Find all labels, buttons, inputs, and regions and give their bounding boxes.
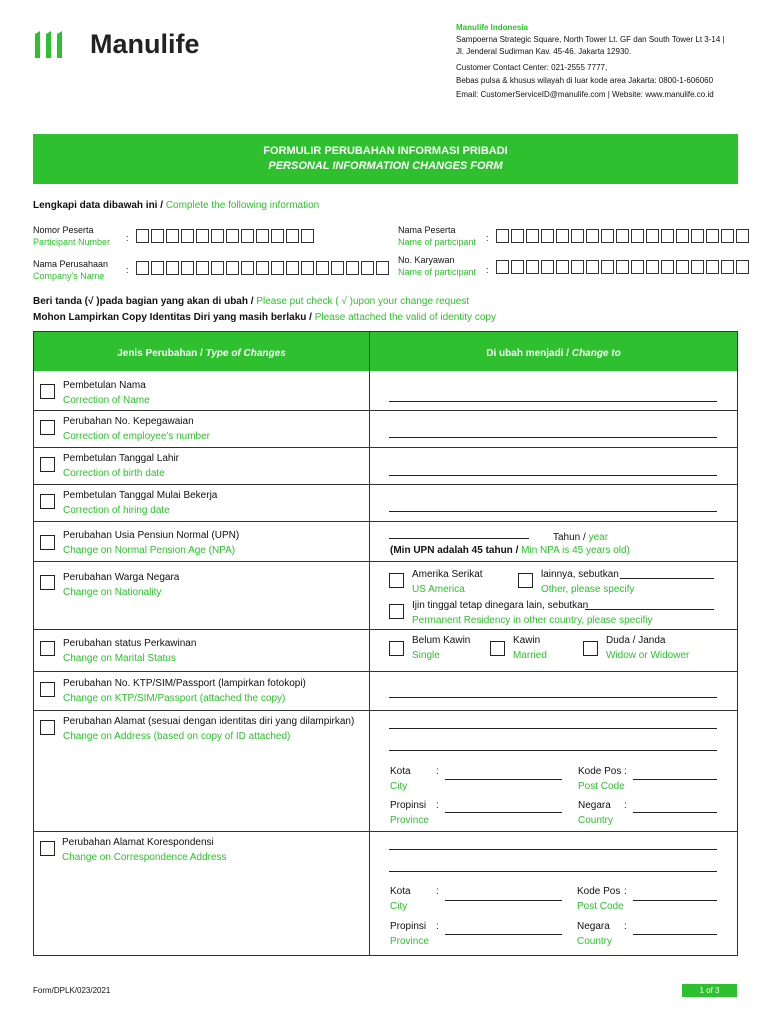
- instruction: [33, 199, 319, 212]
- checkbox-nationality[interactable]: [40, 575, 55, 590]
- row-separator: [33, 484, 738, 485]
- row-label: Perubahan Alamat Korespondensi Change on Correspondence Address: [62, 837, 227, 863]
- single-label: Belum Kawin Single: [412, 635, 471, 661]
- header-type-of-changes: Jenis Perubahan / Type of Changes: [117, 348, 286, 359]
- checkbox-married[interactable]: [490, 641, 505, 656]
- other-nationality-input-line[interactable]: [620, 578, 714, 579]
- colon: :: [486, 265, 489, 275]
- checkbox-other-nationality[interactable]: [518, 573, 533, 588]
- column-divider: [369, 331, 370, 956]
- colon: :: [436, 800, 439, 811]
- form-code: Form/DPLK/023/2021: [33, 986, 111, 995]
- country-label: Negara Country: [578, 800, 614, 826]
- post-code-input-line[interactable]: [633, 900, 717, 901]
- title-id: FORMULIR PERUBAHAN INFORMASI PRIBADI: [263, 145, 508, 157]
- employee-number-label: No. Karyawan Name of participant: [398, 255, 477, 277]
- colon: :: [126, 233, 129, 243]
- city-input-line[interactable]: [445, 900, 562, 901]
- checkbox-widow[interactable]: [583, 641, 598, 656]
- post-code-label: Kode Pos Post Code: [577, 886, 624, 912]
- checkbox-pension-age[interactable]: [40, 535, 55, 550]
- checkbox-permanent-residency[interactable]: [389, 604, 404, 619]
- hiring-date-input-line[interactable]: [389, 511, 717, 512]
- ktp-input-line[interactable]: [389, 697, 717, 698]
- upn-note: (Min UPN adalah 45 tahun / Min NPA is 45 years old): [390, 545, 630, 556]
- correspondence-address-line-1[interactable]: [389, 849, 717, 850]
- country-label: Negara Country: [577, 921, 613, 947]
- row-label: Perubahan Usia Pensiun Normal (UPN) Change on Normal Pension Age (NPA): [63, 530, 240, 556]
- brand-name: Manulife: [90, 29, 200, 59]
- employee-number-cells[interactable]: [496, 260, 751, 274]
- instruction-en: Complete the following information: [165, 200, 320, 211]
- checkbox-hiring-date[interactable]: [40, 494, 55, 509]
- row-separator: [33, 831, 738, 832]
- instruction-id: Lengkapi data dibawah ini /: [33, 200, 166, 211]
- row-separator: [33, 710, 738, 711]
- row-label: Perubahan status Perkawinan Change on Marital Status: [63, 638, 197, 664]
- participant-number-label: Nomor Peserta Participant Number: [33, 225, 111, 247]
- checkbox-us-america[interactable]: [389, 573, 404, 588]
- city-input-line[interactable]: [445, 779, 562, 780]
- toll-free: Bebas pulsa & khusus wilayah di luar kode area Jakarta: 0800-1-606060: [456, 76, 714, 85]
- row-label: Pembetulan Tanggal Mulai Bekerja Correction of hiring date: [63, 490, 218, 516]
- title-en: PERSONAL INFORMATION CHANGES FORM: [268, 160, 503, 172]
- city-label: Kota City: [390, 766, 411, 792]
- checkbox-employee-number[interactable]: [40, 420, 55, 435]
- company-address-2: Jl. Jenderal Sudirman Kav. 45-46. Jakarta 12930.: [456, 47, 632, 56]
- employee-number-input-line[interactable]: [389, 437, 717, 438]
- country-input-line[interactable]: [633, 934, 717, 935]
- country-input-line[interactable]: [633, 812, 717, 813]
- colon: :: [126, 265, 129, 275]
- company-info: [456, 22, 725, 102]
- colon: :: [436, 766, 439, 777]
- colon: :: [486, 233, 489, 243]
- address-line-1[interactable]: [389, 728, 717, 729]
- correspondence-address-line-2[interactable]: [389, 871, 717, 872]
- manulife-logo-icon: [33, 28, 65, 60]
- row-label: Perubahan No. KTP/SIM/Passport (lampirkan fotokopi) Change on KTP/SIM/Passport (attached the copy): [63, 678, 306, 704]
- customer-center: Customer Contact Center: 021-2555 7777,: [456, 63, 608, 72]
- row-label: Perubahan Warga Negara Change on Nationality: [63, 572, 180, 598]
- checkbox-single[interactable]: [389, 641, 404, 656]
- province-label: Propinsi Province: [390, 921, 429, 947]
- post-code-input-line[interactable]: [633, 779, 717, 780]
- header-change-to: Di ubah menjadi / Change to: [486, 348, 621, 359]
- birth-date-input-line[interactable]: [389, 475, 717, 476]
- row-separator: [33, 447, 738, 448]
- checkbox-correspondence-address[interactable]: [40, 841, 55, 856]
- manulife-logo: [33, 28, 65, 65]
- row-label: Perubahan Alamat (sesuai dengan identitas diri yang dilampirkan) Change on Address (based on copy of ID attached): [63, 716, 355, 742]
- row-separator: [33, 629, 738, 630]
- contact-email: Email: CustomerServiceID@manulife.com | Website: www.manulife.co.id: [456, 90, 714, 99]
- page-number-badge: 1 of 3: [682, 984, 737, 997]
- attach-note: Mohon Lampirkan Copy Identitas Diri yang masih berlaku / Please attached the valid of identity copy: [33, 312, 496, 323]
- row-separator: [33, 561, 738, 562]
- checkbox-birth-date[interactable]: [40, 457, 55, 472]
- row-label: Perubahan No. Kepegawaian Correction of employee's number: [63, 416, 210, 442]
- address-line-2[interactable]: [389, 750, 717, 751]
- row-separator: [33, 671, 738, 672]
- company-name: Manulife Indonesia: [456, 23, 529, 32]
- company-name-cells[interactable]: [136, 261, 391, 275]
- pension-age-input-line[interactable]: [389, 538, 529, 539]
- check-note: Beri tanda (√ )pada bagian yang akan di ubah / Please put check ( √ )upon your change request: [33, 296, 470, 307]
- post-code-label: Kode Pos Post Code: [578, 766, 625, 792]
- colon: :: [624, 921, 627, 932]
- colon: :: [436, 886, 439, 897]
- checkbox-ktp-passport[interactable]: [40, 682, 55, 697]
- colon: :: [624, 886, 627, 897]
- province-input-line[interactable]: [445, 812, 562, 813]
- company-address-1: Sampoerna Strategic Square, North Tower Lt. GF dan South Tower Lt 3-14 |: [456, 35, 725, 44]
- colon: :: [436, 921, 439, 932]
- row-label: Pembetulan Nama Correction of Name: [63, 380, 150, 406]
- company-name-label: Nama Perusahaan Company's Name: [33, 259, 109, 281]
- name-input-line[interactable]: [389, 401, 717, 402]
- province-input-line[interactable]: [445, 934, 562, 935]
- permanent-residency-input-line[interactable]: [585, 609, 714, 610]
- title-banner: [33, 134, 738, 184]
- participant-name-cells[interactable]: [496, 229, 751, 243]
- city-label: Kota City: [390, 886, 411, 912]
- checkbox-marital-status[interactable]: [40, 641, 55, 656]
- upn-year: Tahun / year: [553, 532, 609, 543]
- participant-name-label: Nama Peserta Name of participant: [398, 225, 477, 247]
- row-separator: [33, 410, 738, 411]
- colon: :: [624, 800, 627, 811]
- participant-number-cells[interactable]: [136, 229, 316, 243]
- checkbox-address[interactable]: [40, 720, 55, 735]
- permanent-residency-label: Ijin tinggal tetap dinegara lain, sebutkan Permanent Residency in other country, please specifiy: [412, 600, 653, 626]
- other-nationality-label: lainnya, sebutkan Other, please specify: [541, 569, 635, 595]
- colon: :: [624, 766, 627, 777]
- checkbox-correction-of-name[interactable]: [40, 384, 55, 399]
- province-label: Propinsi Province: [390, 800, 429, 826]
- row-separator: [33, 521, 738, 522]
- married-label: Kawin Married: [513, 635, 547, 661]
- row-label: Pembetulan Tanggal Lahir Correction of birth date: [63, 453, 180, 479]
- widow-label: Duda / Janda Widow or Widower: [606, 635, 690, 661]
- us-america-label: Amerika Serikat US America: [412, 569, 483, 595]
